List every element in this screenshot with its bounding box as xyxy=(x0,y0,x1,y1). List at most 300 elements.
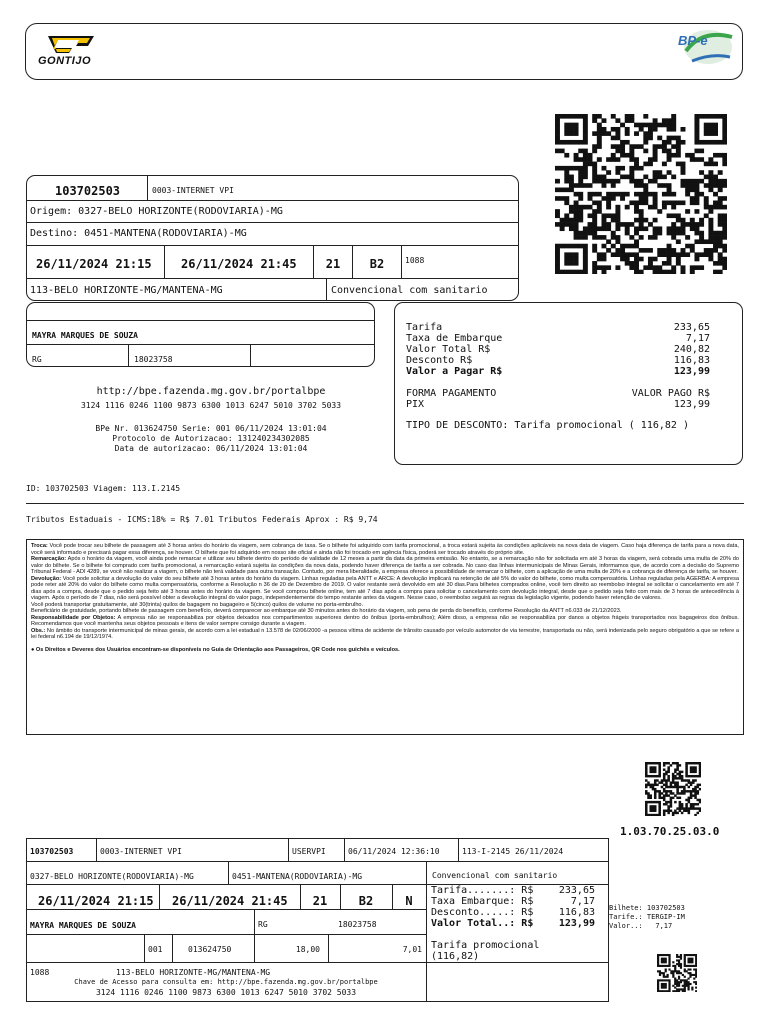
qr-module xyxy=(583,153,588,158)
qr-module xyxy=(686,981,688,983)
qr-module xyxy=(645,768,648,770)
qr-module xyxy=(686,965,688,967)
qr-module xyxy=(592,213,597,218)
qr-module xyxy=(652,768,655,770)
qr-module xyxy=(578,179,583,184)
qr-module xyxy=(652,801,655,803)
qr-module xyxy=(681,779,684,781)
terms-paragraph: Você poderá transportar gratuitamente, até 30(trinta) quilos de bagagem no bagageiro e 5(cinco) quilos de volume no porta-embrulho. xyxy=(31,601,364,608)
qr-module xyxy=(653,265,658,270)
qr-module xyxy=(685,773,688,775)
qr-module xyxy=(685,799,688,801)
qr-module xyxy=(676,777,679,779)
qr-module xyxy=(661,781,664,783)
qr-module xyxy=(583,123,588,128)
qr-module xyxy=(634,226,639,231)
qr-module xyxy=(699,179,704,184)
qr-module xyxy=(564,170,569,175)
qr-module xyxy=(634,239,639,244)
qr-module xyxy=(569,244,574,249)
qr-module xyxy=(615,166,620,171)
qr-module xyxy=(697,803,700,805)
qr-module xyxy=(690,805,693,807)
qr-module xyxy=(647,797,650,799)
qr-module xyxy=(564,127,569,132)
qr-module xyxy=(663,979,665,981)
access-key: 3124 1116 0246 1100 9873 6300 1013 6247 5010 3702 5033 xyxy=(80,401,342,410)
qr-module xyxy=(555,136,560,141)
qr-module xyxy=(678,976,680,978)
qr-module xyxy=(574,192,579,197)
qr-module xyxy=(583,140,588,145)
qr-module xyxy=(671,205,676,210)
qr-module xyxy=(611,136,616,141)
qr-module xyxy=(569,131,574,136)
qr-module xyxy=(629,265,634,270)
qr-module xyxy=(722,183,727,188)
qr-module xyxy=(574,114,579,119)
qr-module xyxy=(649,814,652,816)
qr-module xyxy=(569,123,574,128)
qr-module xyxy=(685,766,688,768)
qr-module xyxy=(685,252,690,257)
stub-access-key: 3124 1116 0246 1100 9873 6300 1013 6247 5010 3702 5033 xyxy=(95,988,357,997)
qr-module xyxy=(708,127,713,132)
qr-module xyxy=(708,248,713,253)
qr-module xyxy=(662,200,667,205)
qr-module xyxy=(658,797,661,799)
qr-module xyxy=(634,205,639,210)
qr-module xyxy=(667,252,672,257)
qr-module xyxy=(657,175,662,180)
qr-module xyxy=(672,965,674,967)
qr-module xyxy=(654,814,657,816)
qr-module xyxy=(672,786,675,788)
qr-module xyxy=(693,981,695,983)
qr-module xyxy=(606,192,611,197)
qr-module xyxy=(648,123,653,128)
qr-module xyxy=(662,118,667,123)
qr-module xyxy=(555,244,560,249)
qr-module xyxy=(670,799,673,801)
qr-module xyxy=(657,144,662,149)
qr-module xyxy=(684,963,686,965)
qr-module xyxy=(652,788,655,790)
qr-module xyxy=(699,235,704,240)
qr-module xyxy=(704,196,709,201)
qr-module xyxy=(697,762,700,764)
qr-module xyxy=(649,762,652,764)
terms-and-conditions xyxy=(26,539,744,735)
qr-module xyxy=(629,157,634,162)
qr-module xyxy=(615,209,620,214)
qr-module xyxy=(658,764,661,766)
qr-module xyxy=(676,959,678,961)
qr-module xyxy=(686,954,688,956)
qr-module xyxy=(597,114,602,119)
qr-module xyxy=(657,959,659,961)
qr-module xyxy=(597,209,602,214)
stub-fare-value: 233,65 xyxy=(558,885,595,896)
qr-module xyxy=(662,192,667,197)
qr-module xyxy=(713,244,718,249)
qr-module xyxy=(592,270,597,274)
qr-module xyxy=(654,807,657,809)
qr-module xyxy=(653,118,658,123)
qr-module xyxy=(671,114,676,119)
qr-module xyxy=(718,244,723,249)
qr-module xyxy=(667,777,670,779)
qr-module xyxy=(690,807,693,809)
qr-module xyxy=(663,990,665,992)
qr-module xyxy=(639,226,644,231)
qr-module xyxy=(643,248,648,253)
qr-module xyxy=(643,162,648,167)
qr-module xyxy=(699,771,701,773)
qr-module xyxy=(676,231,681,236)
qr-module xyxy=(645,764,648,766)
qr-module xyxy=(555,222,560,227)
qr-module xyxy=(647,801,650,803)
qr-module xyxy=(649,786,652,788)
qr-module xyxy=(657,183,662,188)
qr-module xyxy=(592,231,597,236)
qr-module xyxy=(681,805,684,807)
qr-module xyxy=(667,248,672,253)
qr-module xyxy=(718,170,723,175)
qr-module xyxy=(684,987,686,989)
qr-module xyxy=(708,188,713,193)
qr-module xyxy=(667,762,670,764)
qr-module xyxy=(688,797,691,799)
qr-module xyxy=(674,801,677,803)
qr-module xyxy=(659,954,661,956)
qr-module xyxy=(569,222,574,227)
qr-module xyxy=(670,801,673,803)
qr-module xyxy=(639,183,644,188)
qr-module xyxy=(680,988,682,990)
qr-module xyxy=(694,179,699,184)
stub-total-value: 123,99 xyxy=(558,918,595,929)
qr-module xyxy=(668,988,670,990)
qr-module xyxy=(643,140,648,145)
qr-module xyxy=(592,144,597,149)
qr-module xyxy=(690,188,695,193)
qr-module xyxy=(708,231,713,236)
qr-code-stub xyxy=(657,954,697,992)
qr-module xyxy=(718,114,723,119)
qr-module xyxy=(569,218,574,223)
qr-module xyxy=(639,144,644,149)
qr-module xyxy=(569,209,574,214)
tax-info: Tributos Estaduais - ICMS:18% = R$ 7.01 Tributos Federais Aprox : R$ 9,74 xyxy=(26,515,378,524)
qr-module xyxy=(661,990,663,992)
qr-module xyxy=(634,166,639,171)
qr-module xyxy=(625,131,630,136)
qr-module xyxy=(689,974,691,976)
qr-module xyxy=(672,779,675,781)
qr-module xyxy=(659,970,661,972)
qr-module xyxy=(667,157,672,162)
qr-module xyxy=(691,974,693,976)
qr-module xyxy=(569,127,574,132)
qr-module xyxy=(592,248,597,253)
qr-module xyxy=(678,959,680,961)
qr-module xyxy=(667,965,669,967)
qr-module xyxy=(668,979,670,981)
qr-module xyxy=(681,179,686,184)
qr-module xyxy=(667,807,670,809)
qr-module xyxy=(643,192,648,197)
qr-module xyxy=(663,961,665,963)
qr-module xyxy=(574,252,579,257)
qr-module xyxy=(690,784,693,786)
qr-module xyxy=(592,149,597,154)
qr-module xyxy=(615,144,620,149)
qr-module xyxy=(645,779,648,781)
qr-module xyxy=(560,222,565,227)
qr-module xyxy=(578,270,583,274)
authorization-date: Data de autorizacao: 06/11/2024 13:01:04 xyxy=(114,444,308,453)
qr-module xyxy=(648,157,653,162)
qr-module xyxy=(569,188,574,193)
qr-module xyxy=(708,257,713,262)
qr-module xyxy=(659,990,661,992)
qr-module xyxy=(574,244,579,249)
qr-module xyxy=(688,790,691,792)
qr-module xyxy=(665,803,668,805)
qr-module xyxy=(689,959,691,961)
qr-module xyxy=(713,140,718,145)
qr-module xyxy=(672,797,675,799)
qr-module xyxy=(694,140,699,145)
qr-module xyxy=(625,192,630,197)
qr-module xyxy=(620,222,625,227)
qr-module xyxy=(620,252,625,257)
qr-module xyxy=(649,805,652,807)
qr-module xyxy=(722,140,727,145)
qr-module xyxy=(583,149,588,154)
qr-module xyxy=(665,790,668,792)
qr-module xyxy=(684,968,686,970)
qr-module xyxy=(597,192,602,197)
qr-module xyxy=(662,140,667,145)
qr-module xyxy=(574,140,579,145)
qr-module xyxy=(653,235,658,240)
qr-module xyxy=(663,965,665,967)
qr-module xyxy=(564,222,569,227)
qr-module xyxy=(674,978,676,980)
payment-method: PIX xyxy=(406,399,425,410)
qr-module xyxy=(634,200,639,205)
qr-module xyxy=(663,777,666,779)
qr-module xyxy=(643,218,648,223)
qr-module xyxy=(663,784,666,786)
qr-module xyxy=(672,961,674,963)
qr-module xyxy=(569,179,574,184)
stub-discount-value: 116,83 xyxy=(558,907,595,918)
qr-module xyxy=(647,784,650,786)
qr-module xyxy=(674,981,676,983)
qr-module xyxy=(681,790,684,792)
qr-module xyxy=(555,140,560,145)
qr-module xyxy=(695,954,697,956)
qr-module xyxy=(687,961,689,963)
qr-module xyxy=(611,218,616,223)
qr-module xyxy=(681,222,686,227)
qr-module xyxy=(676,788,679,790)
stub-line-code: 1088 xyxy=(30,968,50,977)
qr-module xyxy=(662,144,667,149)
qr-module xyxy=(648,179,653,184)
qr-module xyxy=(708,131,713,136)
qr-module xyxy=(676,981,678,983)
qr-module xyxy=(665,990,667,992)
line-code: 1088 xyxy=(405,256,425,265)
qr-module xyxy=(690,794,693,796)
qr-module xyxy=(629,222,634,227)
qr-module xyxy=(681,231,686,236)
qr-module xyxy=(648,235,653,240)
qr-module xyxy=(615,265,620,270)
qr-module xyxy=(625,114,630,119)
qr-module xyxy=(694,209,699,214)
qr-module xyxy=(661,779,664,781)
qr-module xyxy=(656,775,659,777)
qr-module xyxy=(555,265,560,270)
qr-module xyxy=(718,252,723,257)
qr-module xyxy=(670,797,673,799)
qr-module xyxy=(694,265,699,270)
qr-module xyxy=(574,157,579,162)
qr-module xyxy=(615,136,620,141)
qr-module xyxy=(661,979,663,981)
qr-module xyxy=(674,967,676,969)
qr-module xyxy=(583,257,588,262)
qr-module xyxy=(611,235,616,240)
qr-module xyxy=(694,768,697,770)
qr-module xyxy=(569,166,574,171)
qr-module xyxy=(645,775,648,777)
qr-module xyxy=(615,218,620,223)
qr-module xyxy=(555,261,560,266)
qr-module xyxy=(560,218,565,223)
qr-module xyxy=(681,170,686,175)
qr-module xyxy=(634,183,639,188)
qr-module xyxy=(588,213,593,218)
qr-module xyxy=(697,812,700,814)
qr-module xyxy=(668,958,670,960)
qr-module xyxy=(668,983,670,985)
qr-module xyxy=(690,244,695,249)
qr-module xyxy=(685,810,688,812)
qr-module xyxy=(678,972,680,974)
qr-module xyxy=(560,114,565,119)
qr-module xyxy=(722,235,727,240)
qr-module xyxy=(679,801,682,803)
qr-module xyxy=(684,958,686,960)
qr-module xyxy=(672,812,675,814)
qr-module xyxy=(694,131,699,136)
qr-module xyxy=(592,222,597,227)
qr-module xyxy=(668,965,670,967)
qr-module xyxy=(686,979,688,981)
route-line: 113-BELO HORIZONTE-MG/MANTENA-MG xyxy=(30,285,223,296)
qr-module xyxy=(639,235,644,240)
qr-module xyxy=(690,775,693,777)
qr-module xyxy=(684,985,686,987)
qr-module xyxy=(694,252,699,257)
qr-module xyxy=(667,136,672,141)
qr-module xyxy=(592,235,597,240)
qr-module xyxy=(687,958,689,960)
qr-module xyxy=(685,188,690,193)
qr-module xyxy=(625,153,630,158)
qr-module xyxy=(663,812,666,814)
qr-module xyxy=(671,252,676,257)
qr-module xyxy=(667,183,672,188)
qr-module xyxy=(722,226,727,231)
platform: B2 xyxy=(369,257,385,271)
qr-module xyxy=(597,179,602,184)
qr-module xyxy=(634,244,639,249)
qr-module xyxy=(662,149,667,154)
qr-module xyxy=(639,192,644,197)
qr-module xyxy=(583,136,588,141)
qr-module xyxy=(708,123,713,128)
qr-module xyxy=(665,784,668,786)
qr-module xyxy=(564,131,569,136)
qr-module xyxy=(676,979,678,981)
qr-module xyxy=(687,987,689,989)
qr-module xyxy=(564,257,569,262)
qr-module xyxy=(687,965,689,967)
qr-module xyxy=(645,771,648,773)
qr-module xyxy=(708,209,713,214)
qr-module xyxy=(601,226,606,231)
qr-module xyxy=(625,257,630,262)
qr-module xyxy=(690,792,693,794)
qr-module xyxy=(679,803,682,805)
qr-module xyxy=(629,170,634,175)
qr-module xyxy=(649,797,652,799)
qr-module xyxy=(588,162,593,167)
qr-module xyxy=(643,136,648,141)
qr-module xyxy=(692,788,695,790)
stub-seat-number: 21 xyxy=(312,894,328,908)
qr-module xyxy=(678,965,680,967)
qr-module xyxy=(629,200,634,205)
stub-document-number: 18023758 xyxy=(338,920,377,929)
qr-module xyxy=(639,127,644,132)
qr-module xyxy=(670,792,673,794)
qr-module xyxy=(654,775,657,777)
qr-module xyxy=(657,970,659,972)
qr-module xyxy=(648,192,653,197)
qr-module xyxy=(601,244,606,249)
qr-module xyxy=(695,972,697,974)
qr-module xyxy=(654,784,657,786)
qr-module xyxy=(639,213,644,218)
qr-module xyxy=(687,959,689,961)
qr-module xyxy=(620,244,625,249)
qr-module xyxy=(662,175,667,180)
qr-module xyxy=(687,968,689,970)
qr-module xyxy=(718,205,723,210)
service-class: Convencional com sanitario xyxy=(331,285,488,296)
portal-url: http://bpe.fazenda.mg.gov.br/portalbpe xyxy=(96,386,326,397)
qr-module xyxy=(685,805,688,807)
